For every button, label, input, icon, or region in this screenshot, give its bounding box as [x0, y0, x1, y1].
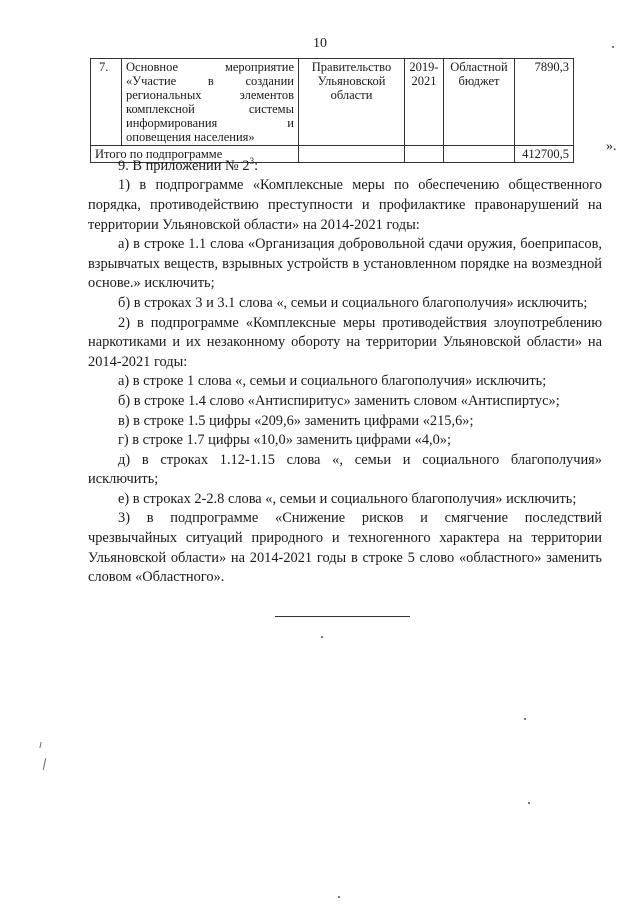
- total-value: 412700,5: [515, 146, 574, 163]
- item-9-text: 9. В приложении № 2: [118, 157, 250, 174]
- page-number: 10: [313, 36, 327, 51]
- paragraph-1: 1) в подпрограмме «Комплексные меры по обеспечению общественного порядка, противодействию преступности и профилактике правонарушений на территории Ульяновской области» на 2014-2021 годы:: [88, 177, 602, 233]
- row-number: 7.: [91, 59, 122, 146]
- paragraph-2b: б) в строке 1.4 слово «Антиспиритус» заменить словом «Антиспиртус»;: [118, 392, 560, 409]
- total-label: Итого по подпрограмме: [91, 146, 299, 163]
- row-value: 7890,3: [515, 59, 574, 146]
- item-9-superscript: 3: [249, 156, 255, 166]
- row-executor: Правительство Ульяновской области: [299, 59, 405, 146]
- paragraph-3: 3) в подпрограмме «Снижение рисков и смягчение последствий чрезвычайных ситуаций природного и техногенного характера на территории Ульяновской области» на 2014-2021 годы в строке 5 слово «областного» заменить словом «Областного».: [88, 510, 602, 586]
- paragraph-1a: а) в строке 1.1 слова «Организация добровольной сдачи оружия, боеприпасов, взрывчатых веществ, взрывных устройств в установленном порядке на возмездной основе.» исключить;: [88, 236, 602, 292]
- paragraph-2c: в) в строке 1.5 цифры «209,6» заменить цифрами «215,6»;: [118, 412, 474, 429]
- paragraph-1b: б) в строках 3 и 3.1 слова «, семьи и социального благополучия» исключить;: [118, 294, 588, 311]
- row-years: 2019-2021: [405, 59, 444, 146]
- scan-speck: [338, 896, 340, 898]
- paragraph-2d: г) в строке 1.7 цифры «10,0» заменить цифрами «4,0»;: [118, 432, 452, 449]
- document-body: [88, 152, 602, 588]
- item-9-colon: :: [254, 157, 259, 174]
- paragraph-2: 2) в подпрограмме «Комплексные меры противодействия злоупотреблению наркотиками и их незаконному обороту на территории Ульяновской области» на 2014-2021 годы:: [88, 314, 602, 370]
- row-name: Основное мероприятие «Участие в создании региональных элементов комплексной системы информирования и оповещения населения»: [122, 59, 299, 146]
- row-source: Областной бюджет: [444, 59, 515, 146]
- table-close-quote: ».: [606, 139, 617, 154]
- separator-line: [275, 616, 410, 617]
- scan-mark: [39, 742, 41, 748]
- scan-speck: [524, 718, 526, 720]
- paragraph-2f: е) в строках 2-2.8 слова «, семьи и социального благополучия» исключить;: [118, 490, 577, 507]
- scan-speck: [528, 802, 530, 804]
- scan-mark: [43, 758, 46, 770]
- scan-speck: [612, 46, 614, 48]
- paragraph-2e: д) в строках 1.12-1.15 слова «, семьи и социального благополучия» исключить;: [88, 451, 602, 488]
- scan-speck: [321, 636, 323, 638]
- paragraph-2a: а) в строке 1 слова «, семьи и социального благополучия» исключить;: [118, 373, 547, 390]
- program-table: [90, 58, 574, 163]
- paragraph-item-9: [88, 152, 602, 176]
- table-row: [91, 59, 574, 146]
